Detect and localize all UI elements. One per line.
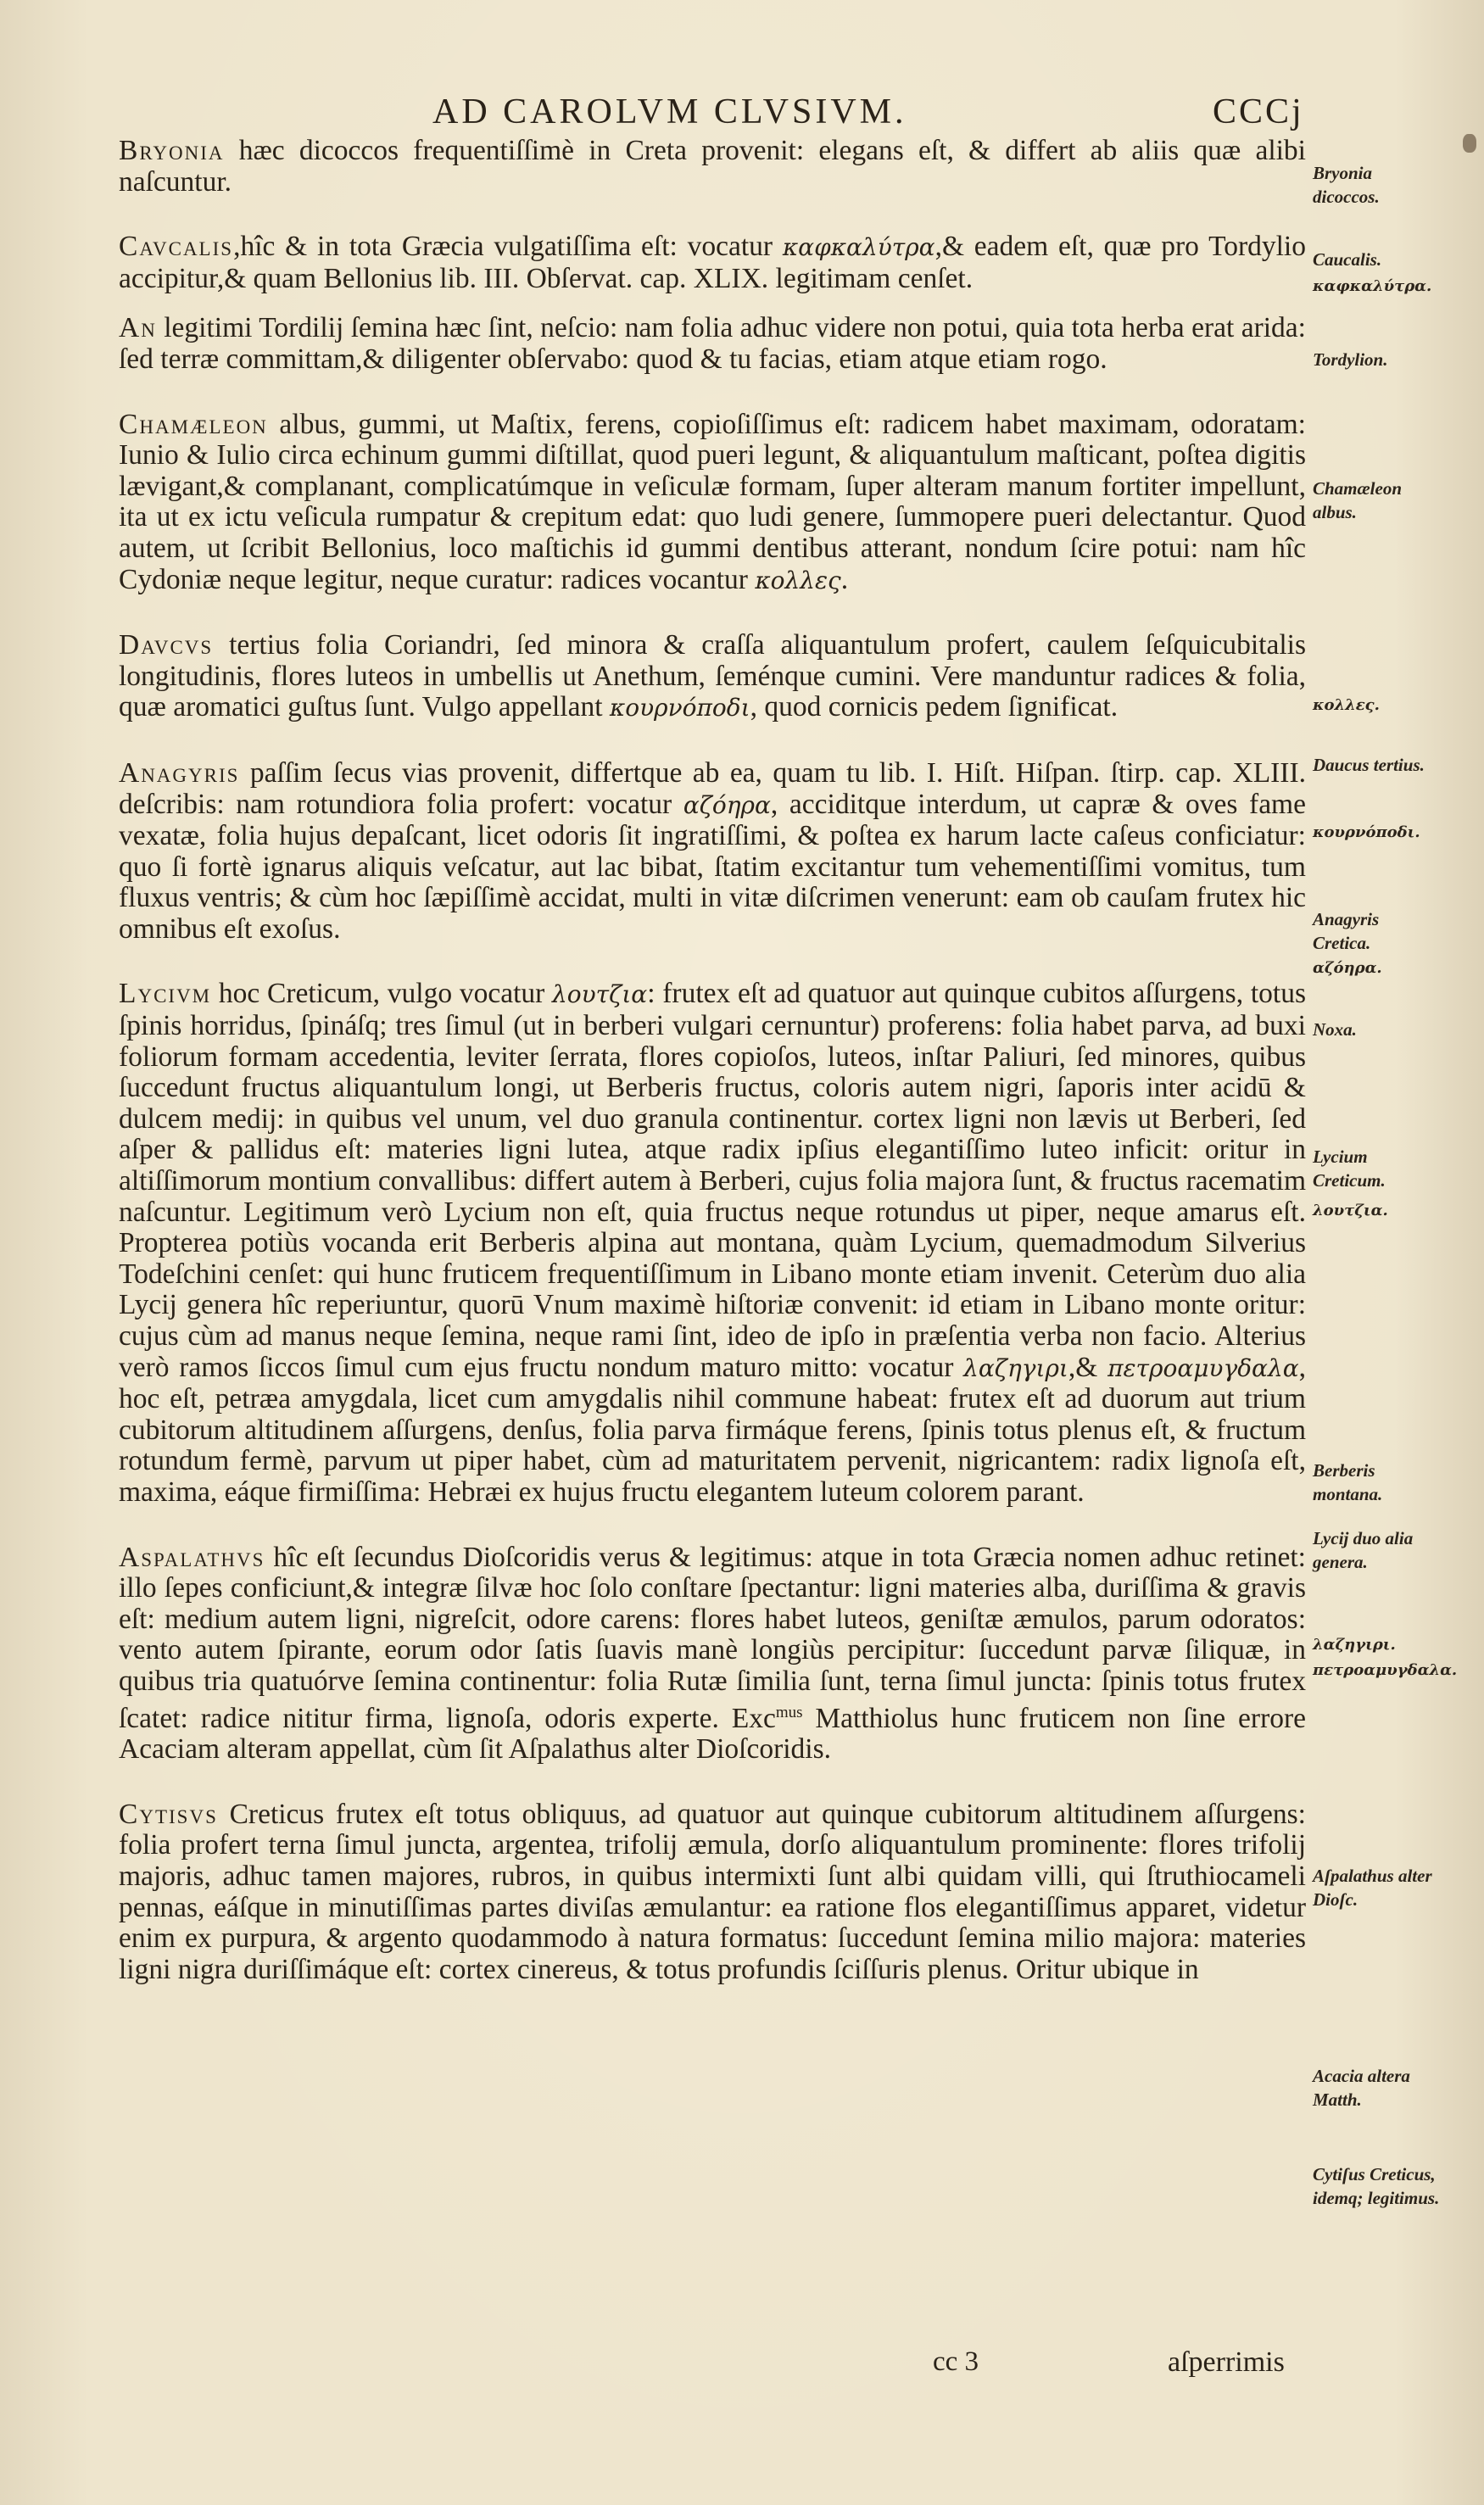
text-run: ,& (1068, 1351, 1108, 1383)
margin-note: Tordylion. (1313, 349, 1388, 370)
text-run: , acciditque interdum, ut capræ & oves fame vexatæ, folia hujus depaſcant, licet odoris ſit ingratiſſimi, & poſtea ex harum lacte caſeus conficiatur: quo ſi fortè ignarus aliquis veſcatur, aut lac bibat, ſtatim excitantur tum vehementiſſimi vomitus, tum fluxus ventris; & cùm hoc ſæpiſſimè accidat, multi in vitæ diſcrimen venerunt: eam ob cauſam frutex hic omnibus eſt exoſus. (119, 788, 1306, 945)
text-run: , hoc eſt, petræa amygdala, licet cum amygdalis nihil commune habeat: frutex eſt ad duorum aut trium cubitorum altitudinem aſſurgens, denſus, folia parva firmáque ferens, ſpinis totus plenus eſt, & fructum rotundum fermè, parvum ut piper habet, cùm ad maturitatem pervenit, nigricantem: radix lignoſa eſt, maxima, eáque firmiſſima: Hebræi ex hujus fructu elegantem luteum colorem parant. (119, 1351, 1306, 1508)
text-run: . (840, 563, 849, 595)
paragraph-lead-word: Aspalathvs (119, 1541, 265, 1573)
margin-note: Aſpalathus alter Dioſc. (1313, 1866, 1432, 1910)
paragraph-lead-word: Cytisvs (119, 1798, 218, 1830)
text-run: ,& eadem eſt, quæ pro Tordylio accipitur,& quam Bellonius lib. III. Obſervat. cap. XLIX. legitimam cenſet. (119, 231, 1306, 294)
paragraph-lead-word: Anagyris (119, 756, 240, 789)
margin-note: Chamæleon albus. (1313, 478, 1403, 522)
greek-term: λουτζια (552, 980, 648, 1009)
signature-mark: cc 3 (933, 2346, 979, 2377)
main-text-column (119, 136, 1306, 1985)
margin-note-greek: αζόηρα. (1313, 959, 1382, 977)
paragraph-lycium (119, 979, 1306, 1508)
greek-term: λαζηγιρι (963, 1353, 1068, 1382)
folio-number: CCCj (1213, 92, 1304, 131)
paragraph-chamaeleon (119, 410, 1306, 597)
margin-note: Cytiſus Creticus, idemq; legitimus. (1313, 2164, 1440, 2208)
text-run: tertius folia Coriandri, ſed minora & craſſa aliquantulum profert, caulem ſeſquicubitalis longitudinis, flores luteos in umbellis ut Anethum, ſeménque cumini. Vere manduntur radices & folia, quæ aromatici guſtus ſunt. Vulgo appellant (119, 629, 1306, 723)
margin-note: Lycium Creticum. (1313, 1146, 1386, 1191)
text-run: paſſim ſecus vias provenit, differtque ab ea, quam tu lib. I. Hiſt. Hiſpan. ſtirp. cap. XLIII. deſcribis: nam rotundiora folia profert: vocatur (119, 756, 1306, 820)
paragraph-bryonia (119, 136, 1306, 198)
text-run: Matthiolus hunc fruticem non ſine errore Acaciam alteram appellat, cùm ſit Aſpalathus alter Dioſcoridis. (119, 1702, 1307, 1766)
greek-term: κολλες (755, 566, 841, 594)
text-run: Creticus frutex eſt totus obliquus, ad quatuor aut quinque cubitorum altitudinem aſſurgens: folia profert terna ſimul juncta, argentea, trifolij æmula, dorſo aliquantulum prominente: flores trifolij majoris, adhuc tamen majores, rubros, in quibus intermixti ſunt albi quidam villi, qui ſtruthiocameli pennas, eáſque in minutiſſimas partes diviſas æmulantur: ea ratione flos elegantiſſimus apparet, videtur enim ex purpura, & argento quodammodo à natura formatus: ſuccedunt ſemina milio majora: materies ligni nigra duriſſimáque eſt: cortex cinereus, & totus profundis ſciſſuris plenus. Oritur ubique in (119, 1798, 1306, 1985)
greek-term: αζόηρα (683, 790, 771, 819)
text-run: hîc eſt ſecundus Dioſcoridis verus & legitimus: atque in tota Græcia nomen adhuc retinet: illo ſepes conficiunt,& integræ ſilvæ hoc ſolo conſtare ſpectantur: ligni materies alba, duriſſima & gravis eſt: medium autem ligni, nigreſcit, odore carens: flores habet luteos, geniſtæ æmulos, parum odoratos: vento autem ſpirante, eorum odor ſatis ſuavis manè longiùs percipitur: ſuccedunt parvæ ſiliquæ, in quibus tria quatuórve ſemina continentur: folia Rutæ ſimilia ſunt, terna ſimul juncta: ſpinis totus frutex ſcatet: radice nititur firma, lignoſa, odoris experte. Exc (119, 1541, 1306, 1734)
margin-note-greek: πετροαμυγδαλα. (1313, 1661, 1458, 1679)
margin-note: Noxa. (1313, 1019, 1357, 1040)
paragraph-cytisus (119, 1799, 1306, 1986)
margin-note: Daucus tertius. (1313, 755, 1425, 775)
paragraph-anagyris (119, 758, 1306, 946)
paragraph-lead-word: Bryonia (119, 135, 225, 166)
margin-note: Caucalis. (1313, 249, 1382, 270)
margin-note: Berberis montana. (1313, 1460, 1383, 1504)
superscript: mus (775, 1703, 803, 1721)
running-title: AD CAROLVM CLVSIVM. (432, 92, 907, 131)
margin-note: Bryonia dicoccos. (1313, 163, 1380, 207)
paragraph-aspalathus (119, 1543, 1306, 1766)
text-run: : frutex eſt ad quatuor aut quinque cubitos aſſurgens, totus ſpinis horridus, ſpináſq; tres ſimul (ut in berberi vulgari cernuntur) proferens: folia habet parva, ad buxi foliorum formam accedentia, leviter ſerrata, flores copioſos, luteos, inſtar Paliuri, ſed minores, quibus ſuccedunt fructus aliquantulum longi, ut Berberis fructus, coloris autem nigri, ſaporis inter acidū & dulcem medij: in quibus vel unum, vel duo granula continentur. cortex ligni non lævis ut Berberi, ſed aſper & pallidus eſt: materies ligni lutea, atque radix ipſius elegantiſſimo luteo inficit: oritur in altiſſimorum montium convallibus: differt autem à Berberi, cujus folia majora ſunt, & fructus racematim naſcuntur. Legitimum verò Lycium non eſt, quia fructus neque rotundus ut piper, neque amarus eſt. Propterea potiùs vocanda erit Berberis alpina aut montana, quàm Lycium, quemadmodum Silverius Todeſchini cenſet: qui hunc fruticem frequentiſſimum in Libano monte etiam invenit. Ceterùm duo alia Lycij genera hîc reperiuntur, quorū Vnum maximè hiſtoriæ convenit: id etiam in Libano monte oritur: cujus cùm ad manus neque ſemina, neque rami ſint, ideo de ipſo in præſentia verba non facio. Alterius verò ramos ſiccos ſimul cum ejus fructu nondum maturo mitto: vocatur (119, 978, 1306, 1383)
margin-note-greek: κουρνόποδι. (1313, 823, 1420, 841)
text-run: albus, gummi, ut Maſtix, ferens, copioſiſſimus eſt: radicem habet maximam, odoratam: Iunio & Iulio circa echinum gummi diſtillat, quod pueri legunt, & aliquantulum maſticant, poſtea digitis lævigant,& complanant, complicatúmque in veſiculæ formam, ſuper alteram manum fortiter impellunt, ita ut ex ictu veſicula rumpatur & crepitum edat: quo ludi genere, ſummopere pueri delectantur. Quod autem, ut ſcribit Bellonius, loco maſtichis id gummi dentibus atterant, nondum ſcire potui: nam hîc Cydoniæ neque legitur, neque curatur: radices vocantur (119, 408, 1306, 595)
paragraph-lead-word: Lycivm (119, 978, 212, 1010)
margin-note-greek: λουτζια. (1313, 1202, 1388, 1219)
text-run: ,hîc & in tota Græcia vulgatiſſima eſt: vocatur (233, 231, 783, 263)
text-run: legitimi Tordilij ſemina hæc ſint, neſcio: nam folia adhuc videre non potui, quia tota herba erat arida: ſed terræ committam,& diligenter obſervabo: quod & tu facias, etiam atque etiam rogo. (119, 312, 1306, 375)
margin-note-greek: κολλες. (1313, 696, 1380, 714)
text-run: hæc dicoccos frequentiſſimè in Creta provenit: elegans eſt, & differt ab aliis quæ alibi naſcuntur. (119, 135, 1306, 198)
paragraph-tordylium (119, 313, 1306, 375)
text-run: , quod cornicis pedem ſignificat. (750, 691, 1119, 723)
paragraph-lead-word: Chamæleon (119, 408, 268, 440)
catchword: aſperrimis (1168, 2346, 1285, 2378)
paragraph-lead-word: An (119, 312, 157, 344)
greek-term: κουρνόποδι (609, 694, 750, 722)
paragraph-caucalis (119, 232, 1306, 294)
paragraph-daucus (119, 630, 1306, 724)
margin-note: Anagyris Cretica. (1313, 909, 1380, 953)
paragraph-lead-word: Davcvs (119, 629, 214, 661)
margin-note-greek: λαζηγιρι. (1313, 1636, 1396, 1654)
ink-blot (1463, 134, 1476, 153)
paragraph-lead-word: Cavcalis (119, 231, 234, 263)
margin-note-greek: καφκαλύτρα. (1313, 277, 1432, 295)
greek-term: καφκαλύτρα (782, 233, 935, 262)
text-run: hoc Creticum, vulgo vocatur (211, 978, 553, 1010)
greek-term: πετροαμυγδαλα (1107, 1353, 1299, 1382)
margin-note: Lycij duo alia genera. (1313, 1528, 1414, 1572)
margin-note: Acacia altera Matth. (1313, 2066, 1410, 2110)
